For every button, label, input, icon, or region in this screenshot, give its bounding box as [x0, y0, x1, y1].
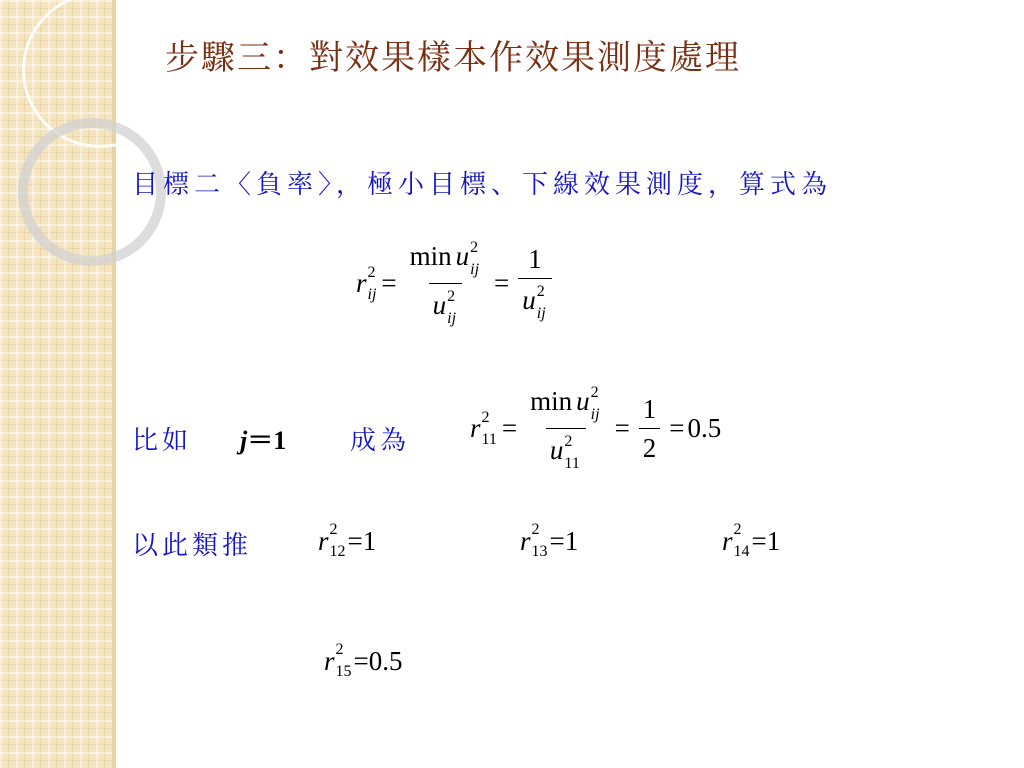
analogy-label: 以此類推 [132, 531, 253, 561]
analogy-item-r14: r 2 14 = 1 [722, 521, 781, 560]
slide-title: 步驟三：對效果樣本作效果測度處理 [165, 38, 741, 78]
analogy-item-r15: r 2 15 = 0.5 [324, 641, 403, 680]
formula-example-fraction-2: $\frac{1}{2}$ [639, 395, 661, 463]
intro-text: 目標二〈負率〉，極小目標、下線效果測度，算式為 [132, 170, 833, 200]
formula-example-fraction-1: min u 2 ij u 2 11 [530, 384, 600, 472]
j-equals-one: j＝1 [240, 426, 287, 455]
formula-general-lhs: r 2 ij [356, 263, 377, 303]
become-label: 成為 [350, 426, 411, 456]
formula-general-fraction-2: 1 u 2 ij [518, 245, 551, 322]
analogy-item-r12: r 2 12 = 1 [318, 521, 377, 560]
formula-example-result: 0.5 [687, 413, 722, 443]
formula-general-fraction-1: min u 2 ij u 2 ij [409, 239, 480, 327]
formula-example-lhs: r 2 11 [470, 408, 497, 448]
example-label: 比如 [132, 426, 193, 456]
formula-general: r 2 ij = min u 2 ij u 2 ij = 1 u 2 ij [356, 240, 558, 327]
analogy-item-r13: r 2 13 = 1 [520, 521, 579, 560]
formula-example: r 2 11 = min u 2 ij u 2 11 = $\frac{1}{2}$ = 0.5 [470, 384, 722, 472]
